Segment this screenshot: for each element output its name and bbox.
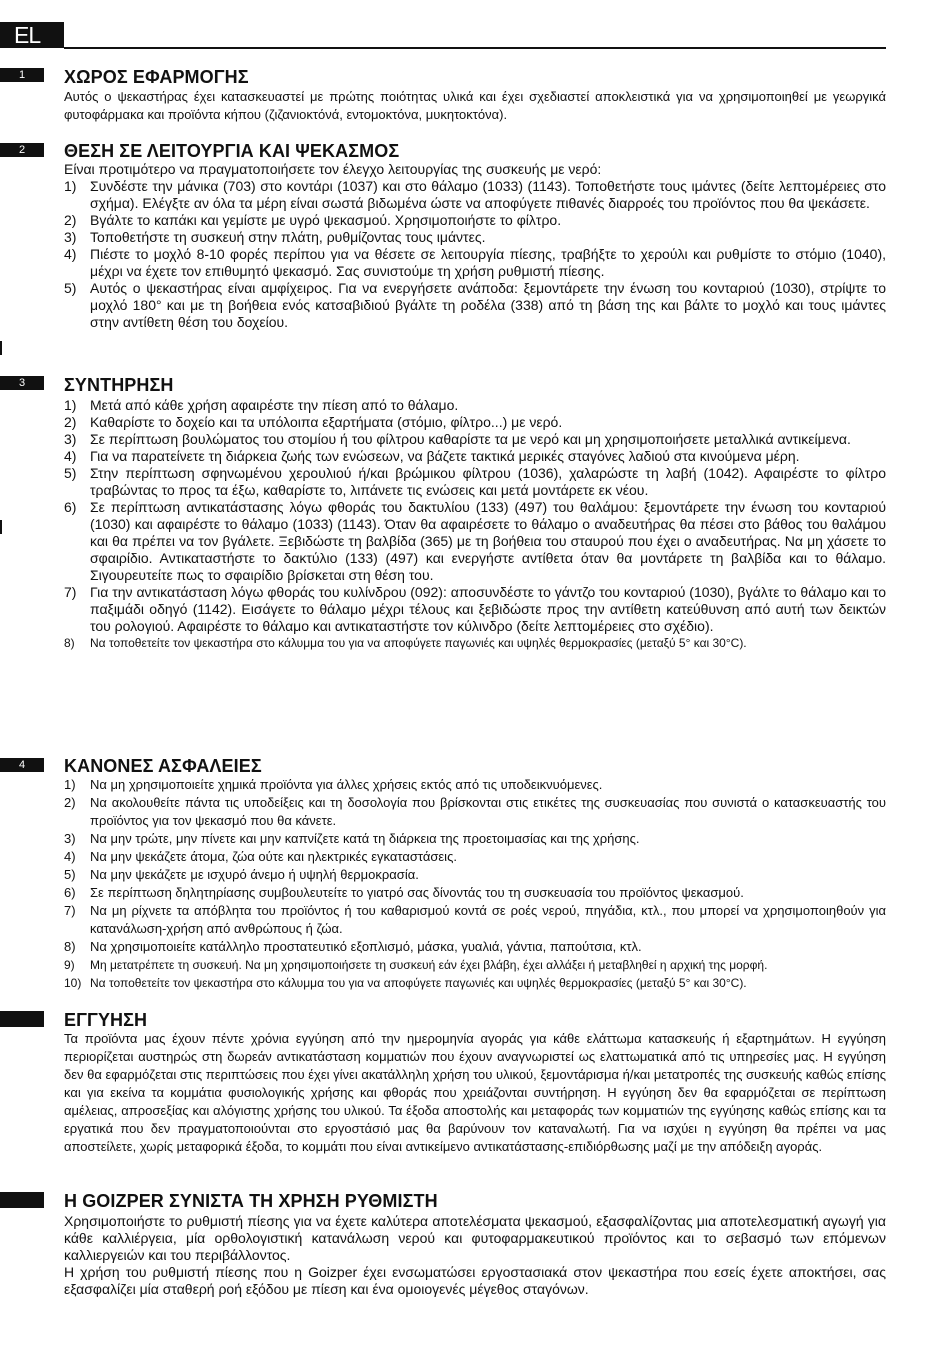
- list-item: 3) Να μην τρώτε, μην πίνετε και μην καπνίζετε κατά τη διάρκεια της προετοιμασίας και της χρήσης.: [64, 831, 640, 846]
- section-number-tab: 4: [0, 758, 44, 772]
- list-item: 1) Να μη χρησιμοποιείτε χημικά προϊόντα για άλλες χρήσεις εκτός από τις υποδεικνυόμενες.: [64, 777, 603, 792]
- section-body: [64, 1030, 886, 1156]
- section-body: [64, 397, 886, 652]
- paragraph: Αυτός ο ψεκαστήρας έχει κατασκευαστεί με πρώτης ποιότητας υλικά και έχει σχεδιαστεί αποκλειστικά για να χρησιμοποιηθεί με γεωργικά φυτοφάρμακα και προϊόντα κήπου (ζιζανιοκτόνά, εντομοκτόνα, μυκητοκτόνα).: [64, 89, 886, 122]
- list-item: 8) Να τοποθετείτε τον ψεκαστήρα στο κάλυμμα του για να αποφύγετε παγωνιές και υψηλές θερμοκρασίες (μεταξύ 5° και 30°C).: [64, 636, 747, 650]
- section-title: ΘΕΣΗ ΣΕ ΛΕΙΤΟΥΡΓΙΑ ΚΑΙ ΨΕΚΑΣΜΟΣ: [64, 141, 400, 161]
- paragraph: Χρησιμοποιήστε το ρυθμιστή πίεσης για να έχετε καλύτερα αποτελέσματα ψεκασμού, εξασφαλίζοντας μια αποτελεσματική αγωγή για κάθε καλλιέργεια, μία ορθολογιστική κατανάλωση νερού και φυτοφαρμακευτικού προϊόντος και το σεβασμό των επόμενων καλλιεργειών και του περιβάλλοντος.: [64, 1213, 886, 1263]
- section-body: [64, 776, 886, 992]
- list-item: 8) Να χρησιμοποιείτε κατάλληλο προστατευτικό εξοπλισμό, μάσκα, γυαλιά, γάντια, παπούτσια, κτλ.: [64, 939, 642, 954]
- section-title: ΕΓΓΥΗΣΗ: [64, 1010, 148, 1030]
- section-number-tab: 3: [0, 376, 44, 390]
- section-body: [64, 161, 886, 331]
- list-item: 6) Σε περίπτωση δηλητηρίασης συμβουλευτείτε το γιατρό σας δίνοντάς του τη συσκευασία του προϊόντος ψεκασμού.: [64, 885, 744, 900]
- language-tab: EL: [0, 22, 64, 48]
- paragraph: Η χρήση του ρυθμιστή πίεσης που η Goizper έχει ενσωματώσει εργοστασιακά στον ψεκαστήρα που εσείς έχετε αποκτήσει, σας εξασφαλίζει μία σταθερή ροή εξόδου με πίεση και ένα ομοιογενές μέγεθος σταγόνων.: [64, 1264, 886, 1297]
- section-title: ΧΩΡΟΣ ΕΦΑΡΜΟΓΗΣ: [64, 67, 249, 87]
- list-item: 2) Καθαρίστε το δοχείο και τα υπόλοιπα εξαρτήματα (στόμιο, φίλτρο...) με νερό.: [64, 414, 563, 430]
- list-item: 2) Να ακολουθείτε πάντα τις υποδείξεις και τη δοσολογία που βρίσκονται στις ετικέτες της συσκευασίας που συνιστά ο κατασκευαστής του προϊόντος για τον ψεκασμό που θα κάνετε.: [64, 795, 886, 828]
- list-item: 9) Μη μετατρέπετε τη συσκευή. Να μη χρησιμοποιήσετε τη συσκευή εάν έχει βλάβη, έχει αλλάξει ή μεταβληθεί η αρχική της μορφή.: [64, 958, 768, 972]
- list-item: 4) Για να παρατείνετε τη διάρκεια ζωής των ενώσεων, να βάζετε τακτικά μερικές σταγόνες λαδιού στα κινούμενα μέρη.: [64, 448, 800, 464]
- list-item: 3) Τοποθετήστε τη συσκευή στην πλάτη, ρυθμίζοντας τους ιμάντες.: [64, 229, 486, 245]
- section-title: Η GOIZPER ΣΥΝΙΣΤΑ ΤΗ ΧΡΗΣΗ ΡΥΘΜΙΣΤΗ: [64, 1191, 438, 1211]
- list-item: 2) Βγάλτε το καπάκι και γεμίστε με υγρό ψεκασμού. Χρησιμοποιήστε το φίλτρο.: [64, 212, 562, 228]
- section-number-tab: 1: [0, 68, 44, 82]
- list-item: 5) Να μην ψεκάζετε με ισχυρό άνεμο ή υψηλή θερμοκρασία.: [64, 867, 419, 882]
- list-item: 5) Αυτός ο ψεκαστήρας είναι αμφίχειρος. Για να ενεργήσετε ανάποδα: ξεμοντάρετε την ένωση του κονταριού (1030), στρίψτε το μοχλό 180° και με τη βοήθεια ενός κατσαβιδιού βγάλτε τη ροδέλα (338) από τη βάση της και βάλτε το μοχλό και τους ιμάντες στην αντίθετη θέση του δοχείου.: [64, 280, 886, 330]
- list-item: 4) Πιέστε το μοχλό 8-10 φορές περίπου για να θέσετε σε λειτουργία πίεσης, τραβήξτε το χερούλι και ρυθμίστε το στόμιο (1040), μέχρι να έχετε τον επιθυμητό ψεκασμό. Σας συνιστούμε τη χρήση ρυθμιστή πίεσης.: [64, 246, 886, 279]
- list-item: 1) Συνδέστε την μάνικα (703) στο κοντάρι (1037) και στο θάλαμο (1033) (1143). Τοποθετήστε τους ιμάντες (δείτε λεπτομέρειες στο σχήμα). Ελέγξτε αν όλα τα μέρη είναι σωστά βιδωμένα ώστε να αποφύγετε πιθανές διαρροές του προϊόντος που θα ψεκάσετε.: [64, 178, 886, 211]
- list-item: 3) Σε περίπτωση βουλώματος του στομίου ή του φίλτρου καθαρίστε τα με νερό και μη χρησιμοποιήσετε μεταλλικά αντικείμενα.: [64, 431, 851, 447]
- paragraph: Είναι προτιμότερο να πραγματοποιήσετε τον έλεγχο λειτουργίας της συσκευής με νερό:: [64, 161, 602, 177]
- margin-mark: [0, 520, 2, 534]
- list-item: 5) Στην περίπτωση σφηνωμένου χερουλιού ή/και βρώμικου φίλτρου (1036), χαλαρώστε τη λαβή (1042). Αφαιρέστε το φίλτρο τραβώντας το προς τα έξω, καθαρίστε το, λιπάνετε τις ενώσεις και μετά μοντάρετε εκ νέου.: [64, 465, 886, 498]
- section-body: [64, 88, 886, 124]
- paragraph: Τα προϊόντα μας έχουν πέντε χρόνια εγγύηση από την ημερομηνία αγοράς για κάθε ελάττωμα κατασκευής ή εξαρτημάτων. Η εγγύηση περιορίζεται αυστηρώς στη δωρεάν αντικατάσταση κομματιών που έχουν αναγνωριστεί ως ελαττωματικά από τις υπηρεσίες μας. Η εγγύηση δεν θα εφαρμόζεται στις περιπτώσεις που έχει γίνει ακατάλληλη χρήση του υλικού, ξεμοντάρισμα ή/και μετατροπές της συσκευής καθώς επίσης και για εκείνα τα κομμάτια φυσιολογικής χρήσης και φθοράς που χρειάζονται συντήρηση. Η εγγύηση δεν θα εφαρμόζεται σε περίπτωση αμέλειας, απροσεξίας και αλόγιστης χρήσης του υλικού. Τα έξοδα αποστολής και μεταφοράς των κομματιών της εγγύησης καθώς επίσης και τα εργατικά που δεν πραγματοποιούνται στο εργοστάσιό μας θα βαρύνουν τον καταναλωτή. Για να ισχύει η εγγύηση θα πρέπει να μας αποστείλετε, χωρίς μεταφορικά έξοδα, το κομμάτι που είναι αντικείμενο αντικατάστασης-επιδιόρθωσης μαζί με την απόδειξη αγοράς.: [64, 1031, 886, 1154]
- margin-mark: [0, 341, 2, 355]
- section-body: [64, 1213, 886, 1298]
- header-rule: [64, 47, 886, 49]
- list-item: 6) Σε περίπτωση αντικατάστασης λόγω φθοράς του δακτυλίου (133) (497) του θαλάμου: ξεμοντάρετε την ένωση του κονταριού (1030) και αφαιρέστε το θάλαμο (1033) (1143). Όταν θα αφαιρέσετε το θάλαμο ο αναδευτήρας θα πέσει στο βάθος του θαλάμου και θα πρέπει να τον βγάλετε. Ξεβιδώστε τη βαλβίδα (365) με τη βοήθεια του σταυρού που έχει ο αναδευτήρας. Να μη χάσετε το σφαιρίδιο. Αντικαταστήστε το δακτύλιο (133) (497) και ενεργήστε αντίθετα όταν θα μοντάρετε τη βαλβίδα και το θάλαμο. Σιγουρευτείτε πως το σφαιρίδιο βρίσκεται στη θέση του.: [64, 499, 886, 583]
- section-tab: [0, 1011, 44, 1027]
- list-item: 4) Να μην ψεκάζετε άτομα, ζώα ούτε και ηλεκτρικές εγκαταστάσεις.: [64, 849, 457, 864]
- list-item: 10) Να τοποθετείτε τον ψεκαστήρα στο κάλυμμα του για να αποφύγετε παγωνιές και υψηλές θερμοκρασίες (μεταξύ 5° και 30°C).: [64, 976, 747, 990]
- section-title: ΚΑΝΟΝΕΣ ΑΣΦΑΛΕΙΕΣ: [64, 756, 262, 776]
- list-item: 1) Μετά από κάθε χρήση αφαιρέστε την πίεση από το θάλαμο.: [64, 397, 459, 413]
- section-tab: [0, 1192, 44, 1208]
- list-item: 7) Για την αντικατάσταση λόγω φθοράς του κυλίνδρου (092): αποσυνδέστε το γάντζο του κονταριού (1030), βγάλτε το θάλαμο και το παξιμάδι οδηγό (1142). Εισάγετε το θάλαμο μέχρι τέλους και ξεβιδώστε προς την αντίθετη κατεύθυνση από αυτή των δεικτών του ρολογιού. Αφαιρέστε το θάλαμο και αντικαταστήστε τον κύλινδρο (δείτε λεπτομέρειες στο σχέδιο).: [64, 584, 886, 634]
- list-item: 7) Να μη ρίχνετε τα απόβλητα του προϊόντος ή του καθαρισμού κοντά σε ροές νερού, πηγάδια, κτλ., που μπορεί να χρησιμοποιηθούν για κατανάλωση-χρήση από ανθρώπους ή ζώα.: [64, 903, 886, 936]
- section-number-tab: 2: [0, 143, 44, 157]
- section-title: ΣΥΝΤΗΡΗΣΗ: [64, 375, 174, 395]
